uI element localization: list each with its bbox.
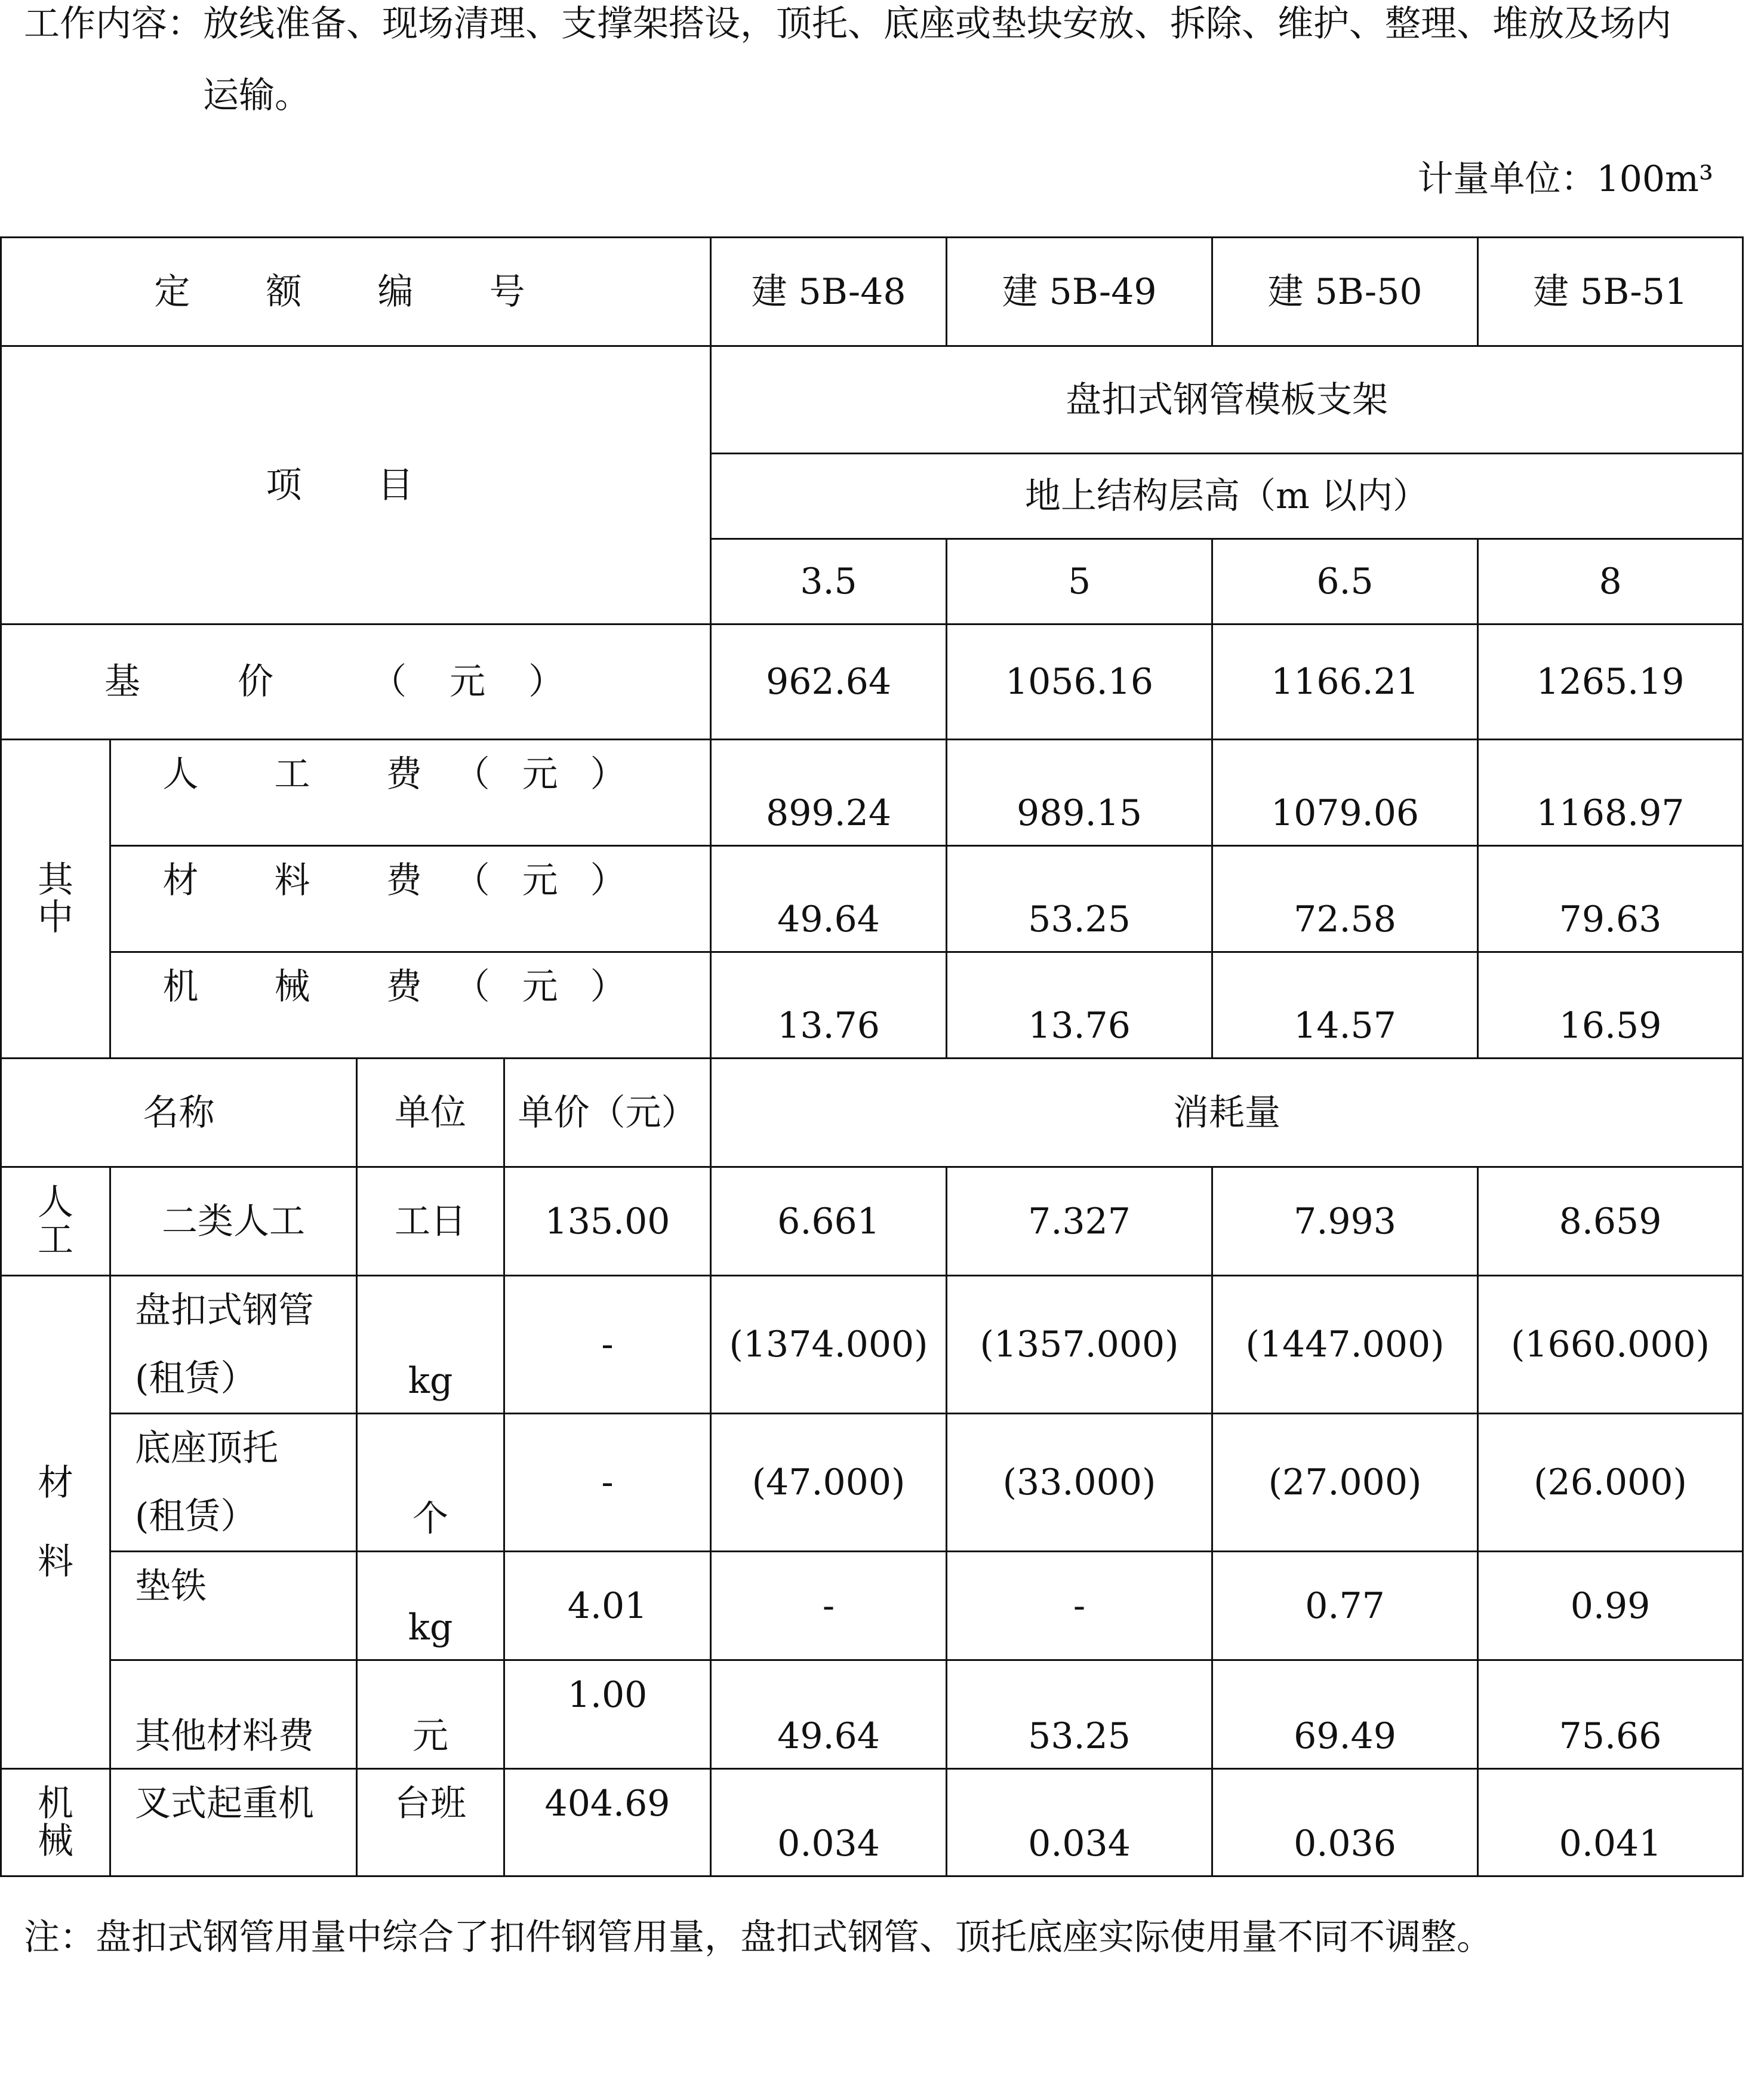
unit-of-measure: 计量单位：100m³ <box>1417 158 1713 200</box>
material-fee: 49.64 <box>711 846 947 952</box>
consumption-value: 75.66 <box>1478 1660 1743 1769</box>
resource-price: 4.01 <box>504 1552 711 1660</box>
table-row <box>1 1552 1743 1660</box>
title-row <box>1 346 1743 454</box>
consumption-value: - <box>711 1552 947 1660</box>
consumption-value: 0.99 <box>1478 1552 1743 1660</box>
resource-header-row <box>1 1059 1743 1167</box>
consumption-value: (47.000) <box>711 1414 947 1552</box>
base-price-row <box>1 624 1743 740</box>
height-value: 6.5 <box>1212 539 1478 624</box>
material-fee-row <box>1 846 1743 952</box>
code-row <box>1 238 1743 346</box>
resource-unit: 工日 <box>357 1167 504 1276</box>
table-row <box>1 1167 1743 1276</box>
material-fee: 53.25 <box>947 846 1212 952</box>
resource-price: 1.00 <box>504 1660 711 1769</box>
resource-name: 盘扣式钢管(租赁） <box>110 1276 357 1414</box>
height-value: 5 <box>947 539 1212 624</box>
consumption-value: (1660.000) <box>1478 1276 1743 1414</box>
consumption-value: 53.25 <box>947 1660 1212 1769</box>
quota-code: 建 5B-51 <box>1478 238 1743 346</box>
material-fee: 79.63 <box>1478 846 1743 952</box>
labor-group-label: 人工 <box>1 1167 110 1276</box>
consumption-value: 0.034 <box>947 1769 1212 1876</box>
table-row <box>1 1660 1743 1769</box>
resource-price: - <box>504 1276 711 1414</box>
resource-price: 135.00 <box>504 1167 711 1276</box>
labor-fee: 989.15 <box>947 740 1212 846</box>
of-which-label: 其中 <box>1 740 110 1059</box>
resource-name: 叉式起重机 <box>110 1769 357 1876</box>
machine-fee: 13.76 <box>947 952 1212 1059</box>
consumption-value: 69.49 <box>1212 1660 1478 1769</box>
consumption-value: 0.041 <box>1478 1769 1743 1876</box>
consumption-value: 7.993 <box>1212 1167 1478 1276</box>
machine-fee: 14.57 <box>1212 952 1478 1059</box>
resource-price: 404.69 <box>504 1769 711 1876</box>
consumption-value: (1447.000) <box>1212 1276 1478 1414</box>
table-row <box>1 1276 1743 1414</box>
base-price: 1056.16 <box>947 624 1212 740</box>
item-label: 项 目 <box>1 346 711 624</box>
base-price: 1265.19 <box>1478 624 1743 740</box>
footer-note: 注：盘扣式钢管用量中综合了扣件钢管用量，盘扣式钢管、顶托底座实际使用量不同不调整。 <box>24 1916 1492 1958</box>
consumption-value: 6.661 <box>711 1167 947 1276</box>
base-price: 1166.21 <box>1212 624 1478 740</box>
consumption-value: 0.77 <box>1212 1552 1478 1660</box>
material-fee: 72.58 <box>1212 846 1478 952</box>
table-row <box>1 1414 1743 1552</box>
consumption-value: (27.000) <box>1212 1414 1478 1552</box>
quota-code: 建 5B-48 <box>711 238 947 346</box>
work-content-line2: 运输。 <box>203 75 310 116</box>
price-header: 单价（元） <box>504 1059 711 1167</box>
material-fee-label: 材 料 费（元） <box>110 846 711 952</box>
labor-fee: 1079.06 <box>1212 740 1478 846</box>
consumption-value: 7.327 <box>947 1167 1212 1276</box>
height-value: 8 <box>1478 539 1743 624</box>
consumption-value: (33.000) <box>947 1414 1212 1552</box>
labor-fee-row <box>1 740 1743 846</box>
labor-fee: 899.24 <box>711 740 947 846</box>
base-price: 962.64 <box>711 624 947 740</box>
consumption-header: 消耗量 <box>711 1059 1743 1167</box>
consumption-value: (26.000) <box>1478 1414 1743 1552</box>
resource-name: 垫铁 <box>110 1552 357 1660</box>
consumption-value: (1374.000) <box>711 1276 947 1414</box>
table-title: 盘扣式钢管模板支架 <box>711 346 1743 454</box>
resource-unit: 元 <box>357 1660 504 1769</box>
machine-fee: 13.76 <box>711 952 947 1059</box>
resource-unit: 个 <box>357 1414 504 1552</box>
machine-fee-row <box>1 952 1743 1059</box>
resource-unit: kg <box>357 1552 504 1660</box>
resource-price: - <box>504 1414 711 1552</box>
labor-fee: 1168.97 <box>1478 740 1743 846</box>
name-header: 名称 <box>1 1059 357 1167</box>
machine-group-label: 机械 <box>1 1769 110 1876</box>
code-label: 定 额 编 号 <box>1 238 711 346</box>
resource-name: 二类人工 <box>110 1167 357 1276</box>
material-group-label: 材料 <box>1 1276 110 1769</box>
resource-unit: kg <box>357 1276 504 1414</box>
table-row <box>1 1769 1743 1876</box>
quota-code: 建 5B-49 <box>947 238 1212 346</box>
table-subtitle: 地上结构层高（m 以内） <box>711 454 1743 539</box>
consumption-value: 49.64 <box>711 1660 947 1769</box>
quota-code: 建 5B-50 <box>1212 238 1478 346</box>
work-content-line1: 工作内容：放线准备、现场清理、支撑架搭设，顶托、底座或垫块安放、拆除、维护、整理、堆放及场内 <box>24 3 1671 45</box>
resource-name: 其他材料费 <box>110 1660 357 1769</box>
quota-table <box>0 236 1744 1877</box>
machine-fee-label: 机 械 费（元） <box>110 952 711 1059</box>
resource-name: 底座顶托(租赁） <box>110 1414 357 1552</box>
consumption-value: 0.034 <box>711 1769 947 1876</box>
labor-fee-label: 人 工 费（元） <box>110 740 711 846</box>
unit-header: 单位 <box>357 1059 504 1167</box>
machine-fee: 16.59 <box>1478 952 1743 1059</box>
consumption-value: (1357.000) <box>947 1276 1212 1414</box>
resource-unit: 台班 <box>357 1769 504 1876</box>
height-value: 3.5 <box>711 539 947 624</box>
consumption-value: 0.036 <box>1212 1769 1478 1876</box>
consumption-value: 8.659 <box>1478 1167 1743 1276</box>
base-price-label: 基 价 （元） <box>1 624 711 740</box>
consumption-value: - <box>947 1552 1212 1660</box>
